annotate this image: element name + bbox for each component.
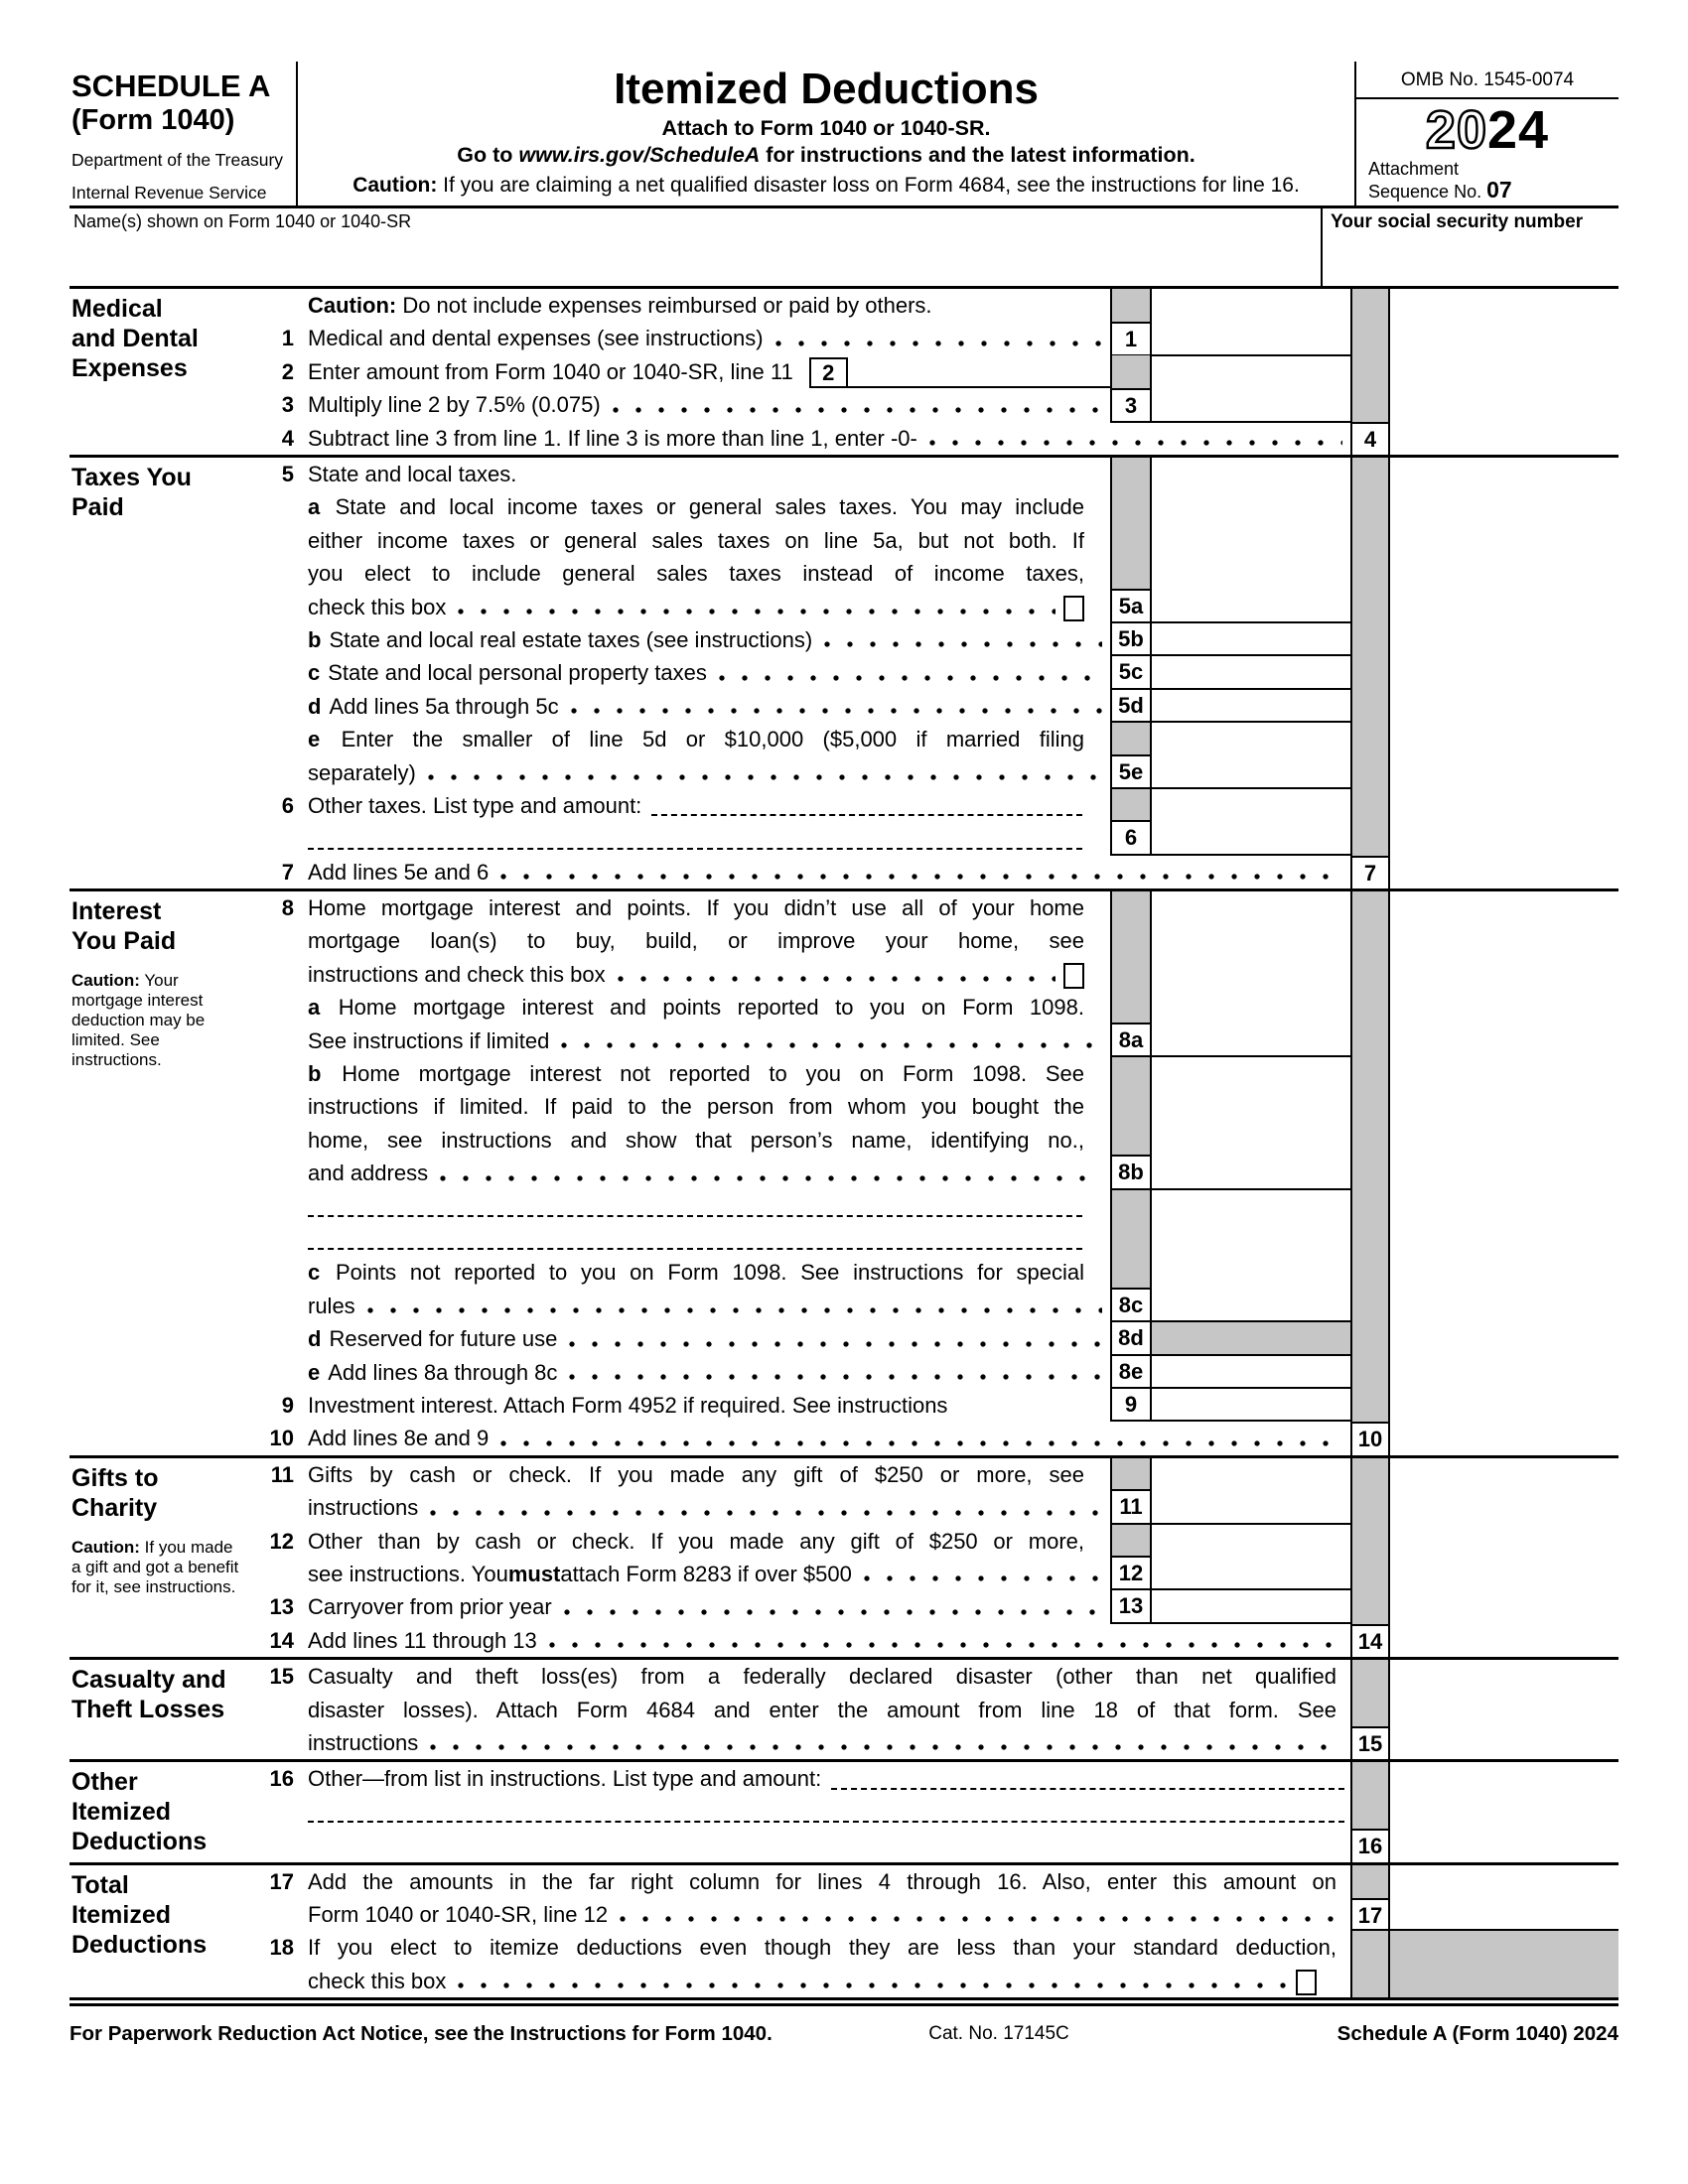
line-3: 3 Multiply line 2 by 7.5% (0.075) 3 xyxy=(253,388,1618,421)
department-line-2: Internal Revenue Service xyxy=(71,183,267,203)
goto-instruction xyxy=(306,142,1346,169)
dot-leader xyxy=(864,1575,1102,1581)
dot-leader xyxy=(824,641,1102,647)
shaded-divider xyxy=(1350,322,1390,356)
section-casualty-theft xyxy=(70,1657,1618,1759)
line-8b-text-2: instructions if limited. If paid to the person from whom you bought the xyxy=(308,1094,1084,1120)
mortgage-checkbox[interactable] xyxy=(1063,963,1084,989)
line-5a-text-3: you elect to include general sales taxes instead of income taxes, xyxy=(308,561,1084,587)
shaded-divider xyxy=(1350,1256,1390,1322)
line-number-box-15: 15 xyxy=(1352,1726,1388,1759)
sales-tax-checkbox[interactable] xyxy=(1063,596,1084,621)
line-13-text: Carryover from prior year xyxy=(308,1594,552,1620)
section-label-casualty: Casualty and Theft Losses xyxy=(71,1666,226,1724)
dot-leader xyxy=(569,1374,1102,1380)
line-number-box-5b: 5b xyxy=(1112,623,1150,654)
amount-entry-6[interactable] xyxy=(1152,789,1350,856)
omb-number: OMB No. 1545-0074 xyxy=(1356,62,1618,99)
line-8c-text-1: Points not reported to you on Form 1098. See instructions for special xyxy=(336,1260,1085,1286)
ssn-field-area[interactable] xyxy=(1321,208,1618,286)
line-number-box-8c: 8c xyxy=(1112,1288,1150,1320)
line-3-text: Multiply line 2 by 7.5% (0.075) xyxy=(308,392,601,418)
dot-leader xyxy=(564,1609,1102,1615)
shaded-strip xyxy=(1110,355,1152,388)
line-8e: e Add lines 8a through 8c 8e xyxy=(253,1356,1618,1389)
shaded-strip xyxy=(1110,289,1152,322)
dot-leader xyxy=(428,774,1102,780)
shaded-strip xyxy=(1112,991,1150,1022)
reserved-shaded-cell xyxy=(1152,1322,1350,1355)
line-10: 10 Add lines 8e and 9 10 xyxy=(253,1422,1618,1454)
shaded-cell-18 xyxy=(1390,1931,1618,1997)
goto-pre: Go to xyxy=(457,143,519,167)
dot-leader xyxy=(458,1982,1288,1988)
line-5a-text-2: either income taxes or general sales taxes on line 5a, but not both. If xyxy=(308,527,1084,553)
bottom-rule xyxy=(70,2003,1618,2006)
amount-entry-5d[interactable] xyxy=(1152,690,1350,723)
line-14: 14 Add lines 11 through 13 14 xyxy=(253,1624,1618,1657)
line-4-text: Subtract line 3 from line 1. If line 3 is more than line 1, enter -0- xyxy=(308,425,917,451)
elect-itemize-checkbox[interactable] xyxy=(1296,1970,1317,1995)
line-number-box-16: 16 xyxy=(1352,1829,1388,1861)
shaded-divider xyxy=(1350,690,1390,723)
shaded-divider xyxy=(1350,490,1390,623)
section-label-interest: Interest You Paid xyxy=(71,897,177,956)
dot-leader xyxy=(458,609,1055,614)
line-8b-writein-rows xyxy=(253,1190,1618,1257)
line-8c-text-2: rules xyxy=(308,1293,355,1318)
amount-entry-7[interactable] xyxy=(1390,856,1618,888)
line-16: 16 Other—from list in instructions. List type and amount: 16 xyxy=(253,1762,1618,1861)
shaded-divider xyxy=(1350,388,1390,423)
dot-leader xyxy=(430,1510,1102,1516)
amount-entry-17[interactable] xyxy=(1390,1865,1618,1932)
line-6: 6 Other taxes. List type and amount: 6 xyxy=(253,789,1618,856)
line-5d-text: Add lines 5a through 5c xyxy=(329,693,559,719)
shaded-divider xyxy=(1350,891,1390,991)
dot-leader xyxy=(775,341,1102,346)
line-number-box-1: 1 xyxy=(1112,324,1150,354)
section-total-deductions xyxy=(70,1862,1618,1998)
irs-url-link[interactable]: www.irs.gov/ScheduleA xyxy=(518,143,761,167)
line-number-box-17: 17 xyxy=(1352,1898,1388,1931)
line-number-box-3: 3 xyxy=(1112,390,1150,421)
form-number: (Form 1040) xyxy=(71,104,235,136)
shaded-divider xyxy=(1350,1190,1390,1257)
goto-post: for instructions and the latest information. xyxy=(760,143,1196,167)
attachment-label: Attachment xyxy=(1368,159,1460,179)
line-17-text-1: Add the amounts in the far right column for lines 4 through 16. Also, enter this amount on xyxy=(308,1868,1336,1894)
line-5b-text: State and local real estate taxes (see instructions) xyxy=(329,626,813,652)
header-caution xyxy=(306,172,1346,199)
must-emphasis: must xyxy=(507,1562,561,1587)
line-12-text-1: Other than by cash or check. If you made any gift of $250 or more, xyxy=(308,1528,1084,1554)
line-5e: e Enter the smaller of line 5d or $10,000 ($5,000 if married filing separately) 5e xyxy=(253,723,1618,789)
amount-entry-10[interactable] xyxy=(1390,1422,1618,1454)
line-number-box-14: 14 xyxy=(1352,1624,1388,1657)
line-number-box-5a: 5a xyxy=(1112,589,1150,621)
section-label-total: Total Itemized Deductions xyxy=(71,1870,208,1959)
line-13: 13 Carryover from prior year 13 xyxy=(253,1590,1618,1623)
attachment-sequence xyxy=(1356,159,1618,205)
dot-leader xyxy=(618,976,1055,982)
shaded-divider xyxy=(1350,1389,1390,1422)
shaded-divider xyxy=(1350,1458,1390,1525)
section-label-taxes: Taxes You Paid xyxy=(71,463,192,521)
line-8-text-1: Home mortgage interest and points. If you didn’t use all of your home xyxy=(308,895,1084,921)
sequence-label: Sequence No. xyxy=(1368,182,1487,202)
shaded-divider xyxy=(1350,1057,1390,1190)
line-number-box-8b: 8b xyxy=(1112,1155,1150,1187)
line-8b-text-3: home, see instructions and show that person’s name, identifying no., xyxy=(308,1127,1084,1153)
payee-writein-2[interactable] xyxy=(308,1221,1082,1250)
medical-caution-row xyxy=(253,289,1618,322)
name-field-area[interactable] xyxy=(70,208,1321,286)
amount-entry-15[interactable] xyxy=(1390,1660,1618,1759)
shaded-strip xyxy=(1112,490,1150,588)
amount-entry-1[interactable] xyxy=(1152,322,1350,356)
section-taxes-paid xyxy=(70,455,1618,888)
header-left xyxy=(70,62,298,205)
dot-leader xyxy=(549,1642,1342,1648)
schedule-name: SCHEDULE A xyxy=(71,68,271,103)
line-number-box-8e: 8e xyxy=(1112,1356,1150,1387)
amount-entry-3[interactable] xyxy=(1152,388,1350,423)
shaded-divider xyxy=(1350,991,1390,1057)
form-body xyxy=(70,286,1618,2000)
line-8e-text: Add lines 8a through 8c xyxy=(328,1359,558,1385)
dot-leader xyxy=(569,1341,1102,1347)
line-9-text: Investment interest. Attach Form 4952 if required. See instructions xyxy=(308,1393,948,1419)
amount-entry-8b[interactable] xyxy=(1152,1057,1350,1190)
section-label-gifts: Gifts to Charity xyxy=(71,1463,159,1522)
shaded-divider xyxy=(1350,789,1390,856)
shaded-strip xyxy=(1112,1525,1150,1556)
schedule-footer-id: Schedule A (Form 1040) 2024 xyxy=(1336,2022,1618,2046)
line-7-text: Add lines 5e and 6 xyxy=(308,859,490,885)
shaded-divider xyxy=(1352,1660,1388,1726)
year-outline: 20 xyxy=(1425,100,1487,160)
line-number-box-13: 13 xyxy=(1112,1590,1150,1621)
line-8-text-3: instructions and check this box xyxy=(308,961,606,987)
line-5c-text: State and local personal property taxes xyxy=(328,660,707,686)
medical-caution: Caution: Do not include expenses reimbursed or paid by others. xyxy=(308,293,932,318)
line-number-box-8a: 8a xyxy=(1112,1023,1150,1055)
amount-entry-5a[interactable] xyxy=(1152,490,1350,623)
line-12: 12 Other than by cash or check. If you made any gift of $250 or more, see instructions. You must attach Form 8283 if over $500 12 xyxy=(253,1525,1618,1591)
line-number-box-5c: 5c xyxy=(1112,656,1150,687)
sequence-number: 07 xyxy=(1486,177,1512,203)
amount-entry-8a[interactable] xyxy=(1152,991,1350,1057)
amount-entry-8e[interactable] xyxy=(1152,1356,1350,1389)
shaded-divider xyxy=(1350,1525,1390,1591)
section-label-medical: Medical and Dental Expenses xyxy=(71,295,199,382)
shaded-divider xyxy=(1350,1931,1390,1997)
line-8b: b Home mortgage interest not reported to you on Form 1098. See instructions if limited. If paid to the person from whom you bought the home, see instructions and show that person’s name, identifying no., and address 8b xyxy=(253,1057,1618,1190)
line-1: 1 Medical and dental expenses (see instructions) 1 xyxy=(253,322,1618,354)
line-5c: c State and local personal property taxes 5c xyxy=(253,656,1618,689)
payee-writein-1[interactable] xyxy=(308,1188,1082,1217)
dot-leader xyxy=(440,1175,1102,1181)
form-footer xyxy=(70,2022,1618,2054)
catalog-number: Cat. No. 17145C xyxy=(928,2023,1069,2045)
shaded-divider xyxy=(1350,1322,1390,1355)
line-8a: a Home mortgage interest and points reported to you on Form 1098. See instructions if limited 8a xyxy=(253,991,1618,1057)
line-2-text: Enter amount from Form 1040 or 1040-SR, line 11 xyxy=(308,358,793,384)
line-18: 18 If you elect to itemize deductions even though they are less than your standard deduction, check this box xyxy=(253,1931,1618,1997)
line-11: 11 Gifts by cash or check. If you made any gift of $250 or more, see instructions 11 xyxy=(253,1458,1618,1525)
line-5a-text-4: check this box xyxy=(308,594,447,619)
line-18-text-2: check this box xyxy=(308,1968,447,1993)
shaded-strip xyxy=(1112,1057,1150,1155)
section-gifts-charity xyxy=(70,1455,1618,1657)
shaded-divider xyxy=(1350,723,1390,789)
line-number-box-12: 12 xyxy=(1112,1556,1150,1588)
line-5: 5 State and local taxes. xyxy=(253,458,1618,490)
amount-entry-12[interactable] xyxy=(1152,1525,1350,1591)
caution-text: If you are claiming a net qualified disaster loss on Form 4684, see the instructions for line 16. xyxy=(437,174,1300,197)
shaded-divider xyxy=(1350,656,1390,689)
gifts-caution: Caution: If you made a gift and got a benefit for it, see instructions. xyxy=(71,1537,239,1596)
amount-entry-8c[interactable] xyxy=(1152,1256,1350,1322)
section-interest-paid xyxy=(70,888,1618,1455)
section-label-other: Other Itemized Deductions xyxy=(71,1768,208,1856)
name-ssn-row xyxy=(70,208,1618,286)
header-center xyxy=(298,62,1354,205)
amount-entry-14[interactable] xyxy=(1390,1624,1618,1657)
line-number-box-4: 4 xyxy=(1352,422,1388,455)
dot-leader xyxy=(500,1440,1342,1446)
line-8d-text: Reserved for future use xyxy=(329,1326,558,1352)
line-number-box-11: 11 xyxy=(1112,1489,1150,1522)
amount-entry-5e[interactable] xyxy=(1152,723,1350,789)
line-11-text-1: Gifts by cash or check. If you made any gift of $250 or more, see xyxy=(308,1461,1084,1487)
dot-leader xyxy=(561,1042,1102,1048)
section-medical-dental xyxy=(70,286,1618,455)
line-15-text-2: disaster losses). Attach Form 4684 and enter the amount from line 18 of that form. See xyxy=(308,1697,1336,1722)
line-8b-text-1: Home mortgage interest not reported to you on Form 1098. See xyxy=(342,1061,1084,1087)
line-8-text-2: mortgage loan(s) to buy, build, or improve your home, see xyxy=(308,928,1084,954)
form-header xyxy=(70,62,1618,208)
department-line-1: Department of the Treasury xyxy=(71,149,284,170)
amount-entry-2[interactable] xyxy=(809,357,1110,388)
line-14-text: Add lines 11 through 13 xyxy=(308,1627,537,1653)
shaded-strip xyxy=(1110,891,1152,991)
line-15-text-1: Casualty and theft loss(es) from a federally declared disaster (other than net qualified xyxy=(308,1664,1336,1690)
line-2: 2 Enter amount from Form 1040 or 1040-SR, line 11 2 xyxy=(253,355,1618,388)
dot-leader xyxy=(367,1307,1102,1313)
amount-entry-13[interactable] xyxy=(1152,1590,1350,1623)
shaded-strip xyxy=(1112,723,1150,753)
line-9: 9 Investment interest. Attach Form 4952 if required. See instructions 9 xyxy=(253,1389,1618,1422)
line-5-text: State and local taxes. xyxy=(308,461,517,486)
line-5d: d Add lines 5a through 5c 5d xyxy=(253,690,1618,723)
other-taxes-writein-1[interactable] xyxy=(651,812,1082,816)
line-number-box-9: 9 xyxy=(1112,1389,1150,1420)
line-number-box-2: 2 xyxy=(811,357,848,386)
caution-label: Caution: xyxy=(352,174,438,197)
shaded-strip xyxy=(1112,1256,1150,1287)
line-8a-text-1: Home mortgage interest and points reported to you on Form 1098. xyxy=(338,995,1084,1021)
amount-entry-5c[interactable] xyxy=(1152,656,1350,689)
shaded-divider xyxy=(1350,623,1390,656)
shaded-divider xyxy=(1350,1590,1390,1623)
shaded-strip xyxy=(1112,789,1150,820)
line-6-text: Other taxes. List type and amount: xyxy=(308,792,642,818)
dot-leader xyxy=(719,675,1102,681)
line-number-box-8d: 8d xyxy=(1112,1322,1150,1353)
other-deduction-writein-1[interactable] xyxy=(831,1786,1344,1790)
dot-leader xyxy=(430,1744,1342,1750)
shaded-strip xyxy=(1112,1458,1150,1489)
line-8c: c Points not reported to you on Form 1098. See instructions for special rules 8c xyxy=(253,1256,1618,1322)
line-5b: b State and local real estate taxes (see instructions) 5b xyxy=(253,623,1618,656)
section-other-deductions xyxy=(70,1759,1618,1861)
line-5e-text-2: separately) xyxy=(308,759,416,785)
shaded-divider xyxy=(1350,355,1390,388)
other-deduction-writein-2[interactable] xyxy=(308,1794,1344,1823)
amount-entry-9[interactable] xyxy=(1152,1389,1350,1422)
shaded-strip xyxy=(1110,1190,1152,1257)
dot-leader xyxy=(613,407,1102,413)
amount-entry-5b[interactable] xyxy=(1152,623,1350,656)
line-15: 15 Casualty and theft loss(es) from a federally declared disaster (other than net qualified disaster losses). Attach Form 4684 and enter the amount from line 18 of that form. See instructions 15 xyxy=(253,1660,1618,1759)
line-number-box-5e: 5e xyxy=(1112,754,1150,787)
shaded-divider xyxy=(1350,289,1390,322)
line-number-box-10: 10 xyxy=(1352,1422,1388,1454)
header-right xyxy=(1354,62,1618,205)
shaded-divider xyxy=(1350,458,1390,490)
line-8a-text-2: See instructions if limited xyxy=(308,1027,550,1053)
line-17: 17 Add the amounts in the far right column for lines 4 through 16. Also, enter this amount on Form 1040 or 1040-SR, line 12 17 xyxy=(253,1865,1618,1932)
interest-caution: Caution: Your mortgage interest deduction may be limited. See instructions. xyxy=(71,971,206,1070)
paperwork-notice: For Paperwork Reduction Act Notice, see the Instructions for Form 1040. xyxy=(70,2022,773,2046)
tax-year xyxy=(1356,99,1618,159)
form-title: Itemized Deductions xyxy=(614,65,1039,113)
other-taxes-writein-2[interactable] xyxy=(308,821,1082,850)
name-label: Name(s) shown on Form 1040 or 1040-SR xyxy=(73,211,412,231)
amount-entry-16[interactable] xyxy=(1390,1762,1618,1861)
shaded-divider xyxy=(1350,1356,1390,1389)
ssn-label: Your social security number xyxy=(1331,211,1584,232)
line-17-text-2: Form 1040 or 1040-SR, line 12 xyxy=(308,1901,609,1927)
attach-instruction: Attach to Form 1040 or 1040-SR. xyxy=(661,116,991,140)
dot-leader xyxy=(620,1916,1342,1922)
line-1-text: Medical and dental expenses (see instructions) xyxy=(308,326,764,351)
year-bold: 24 xyxy=(1487,100,1550,160)
dot-leader xyxy=(929,440,1342,446)
line-number-box-7: 7 xyxy=(1352,856,1388,888)
line-4: 4 Subtract line 3 from line 1. If line 3 is more than line 1, enter -0- 4 xyxy=(253,422,1618,455)
line-18-text-1: If you elect to itemize deductions even though they are less than your standard deduction, xyxy=(308,1935,1336,1961)
line-number-box-5d: 5d xyxy=(1112,690,1150,721)
line-5e-text-1: Enter the smaller of line 5d or $10,000 ($5,000 if married filing xyxy=(341,727,1084,752)
amount-entry-4[interactable] xyxy=(1390,422,1618,455)
line-10-text: Add lines 8e and 9 xyxy=(308,1426,490,1451)
line-number-box-6: 6 xyxy=(1112,820,1150,853)
shaded-strip xyxy=(1110,458,1152,490)
line-8b-text-4: and address xyxy=(308,1160,429,1186)
line-5a: a State and local income taxes or general sales taxes. You may include either income taxes or general sales taxes on line 5a, but not both. If you elect to include general sales taxes instead of income taxes, check this box 5a xyxy=(253,490,1618,623)
line-7: 7 Add lines 5e and 6 7 xyxy=(253,856,1618,888)
line-11-text-2: instructions xyxy=(308,1495,419,1521)
line-8: 8 Home mortgage interest and points. If you didn’t use all of your home mortgage loan(s) to buy, build, or improve your home, see instructions and check this box xyxy=(253,891,1618,991)
shaded-divider xyxy=(1352,1762,1388,1829)
line-8d: d Reserved for future use 8d xyxy=(253,1322,1618,1355)
line-5a-text-1: State and local income taxes or general sales taxes. You may include xyxy=(335,494,1084,520)
amount-entry-11[interactable] xyxy=(1152,1458,1350,1525)
line-15-text-3: instructions xyxy=(308,1729,419,1755)
dot-leader xyxy=(571,708,1102,714)
dot-leader xyxy=(500,874,1342,880)
line-16-text: Other—from list in instructions. List type and amount: xyxy=(308,1766,822,1792)
shaded-divider xyxy=(1352,1865,1388,1898)
